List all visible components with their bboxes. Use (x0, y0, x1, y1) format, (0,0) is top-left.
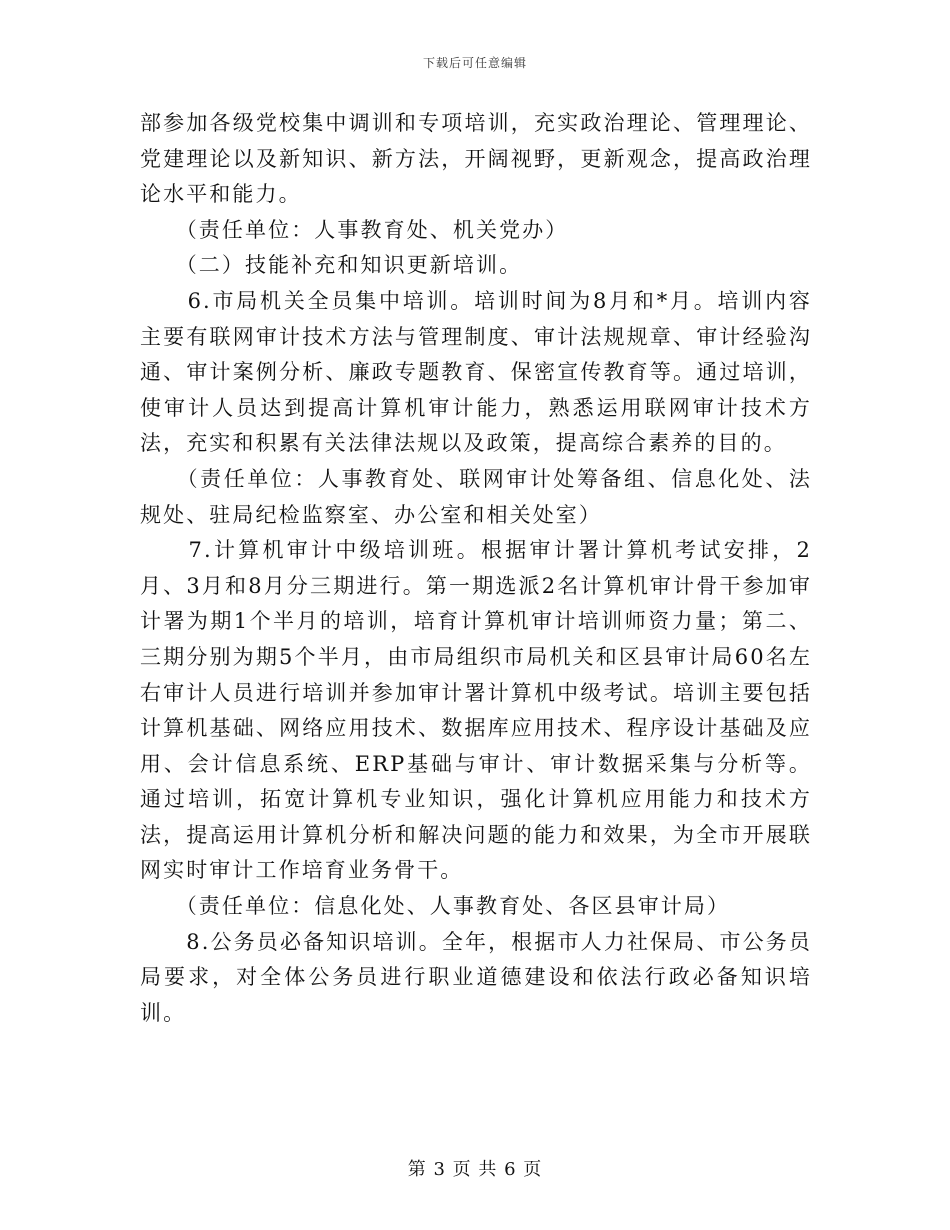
paragraph-training-intro: 部参加各级党校集中调训和专项培训，充实政治理论、管理理论、党建理论以及新知识、新方法，开阔视野，更新观念，提高政治理论水平和能力。 (140, 111, 812, 207)
paragraph-item-7: 7.计算机审计中级培训班。根据审计署计算机考试安排，2月、3月和8月分三期进行。第一期选派2名计算机审计骨干参加审计署为期1个半月的培训，培育计算机审计培训师资力量；第二、三期分别为期5个半月，由市局组织市局机关和区县审计局60名左右审计人员进行培训并参加审计署计算机中级考试。培训主要包括计算机基础、网络应用技术、数据库应用技术、程序设计基础及应用、会计信息系统、ERP基础与审计、审计数据采集与分析等。通过培训，拓宽计算机专业知识，强化计算机应用能力和技术方法，提高运用计算机分析和解决问题的能力和效果，为全市开展联网实时审计工作培育业务骨干。 (140, 538, 812, 883)
page-number-footer: 第 3 页 共 6 页 (407, 1159, 543, 1180)
page-header-note: 下载后可任意编辑 (422, 56, 527, 70)
document-body (140, 106, 812, 1031)
section-heading-skills-training: （二）技能补充和知识更新培训。 (140, 253, 523, 278)
paragraph-item-6: 6.市局机关全员集中培训。培训时间为8月和*月。培训内容主要有联网审计技术方法与管理制度、审计法规规章、审计经验沟通、审计案例分析、廉政专题教育、保密宣传教育等。通过培训，使审计人员达到提高计算机审计能力，熟悉运用联网审计技术方法，充实和积累有关法律法规以及政策，提高综合素养的目的。 (140, 288, 812, 456)
paragraph-item-8: 8.公务员必备知识培训。全年，根据市人力社保局、市公务员局要求，对全体公务员进行职业道德建设和依法行政必备知识培训。 (140, 929, 812, 1025)
paragraph-responsible-unit-3: （责任单位：信息化处、人事教育处、各区县审计局） (140, 894, 731, 919)
paragraph-responsible-unit-1: （责任单位：人事教育处、机关党办） (140, 217, 569, 242)
paragraph-responsible-unit-2: （责任单位：人事教育处、联网审计处筹备组、信息化处、法规处、驻局纪检监察室、办公室和相关处室） (140, 466, 812, 527)
